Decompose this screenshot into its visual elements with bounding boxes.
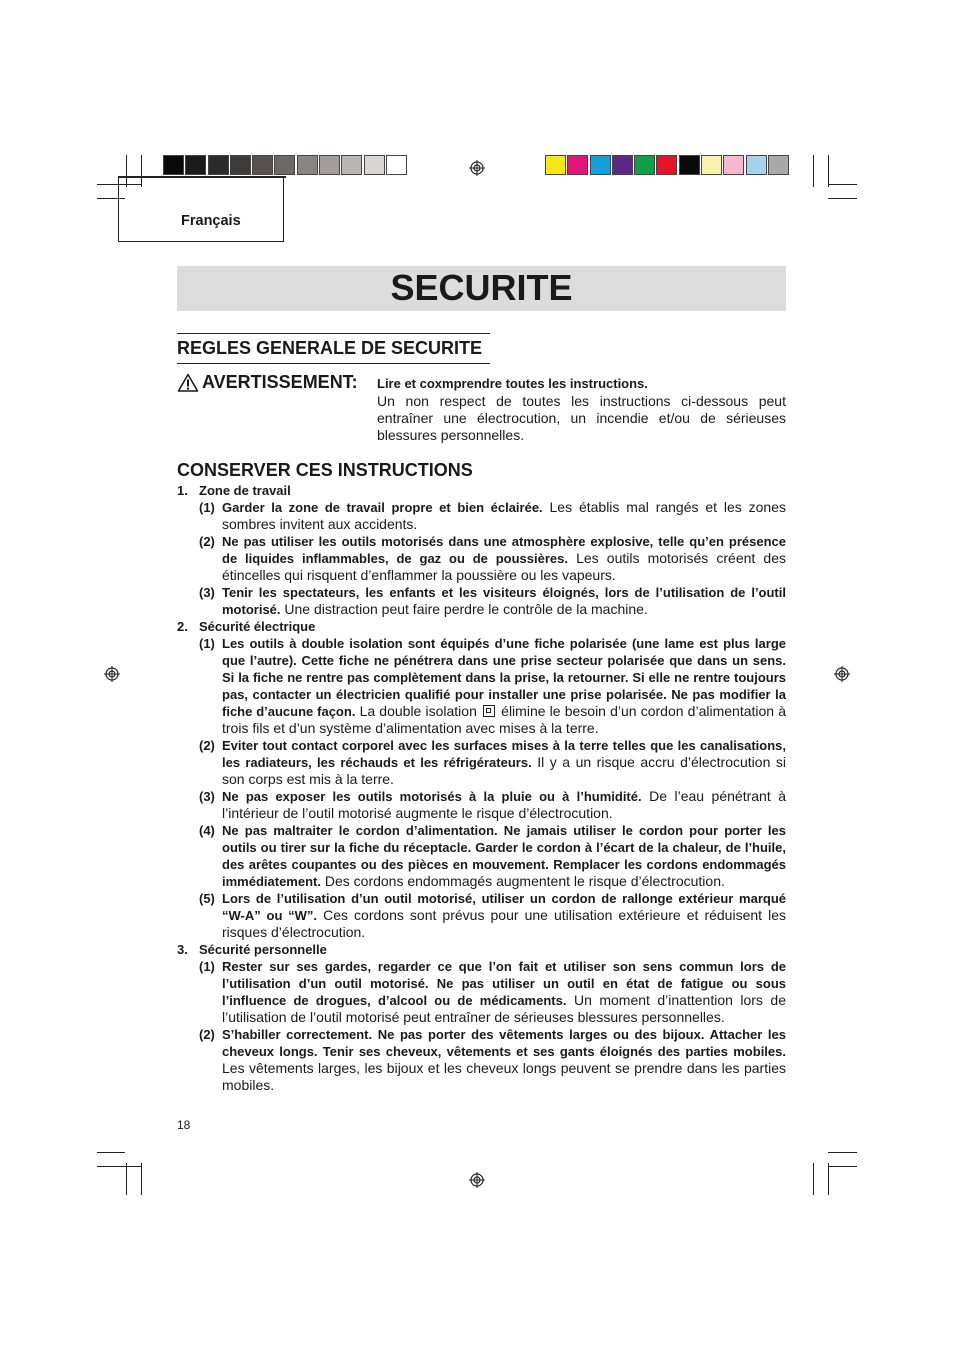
rule-item (177, 822, 786, 890)
language-tab (118, 176, 284, 242)
warning-lead: Lire et coxmprendre toutes les instructions. (377, 376, 648, 391)
rule-instruction: S’habiller correctement. Ne pas porter des vêtements larges ou des bijoux. Attacher les cheveux longs. Tenir ses cheveux, vêtements et ses gants éloignés des parties mobiles. (222, 1027, 786, 1059)
color-swatch (746, 155, 767, 175)
registration-mark-icon (469, 160, 485, 176)
rule-number: (1) (199, 959, 215, 974)
warning-label: AVERTISSEMENT: (202, 372, 358, 392)
rule-item (177, 737, 786, 788)
page-title: SECURITE (390, 267, 573, 308)
rule-explanation: Les vêtements larges, les bijoux et les cheveux longs peuvent se prendre dans les parties mobiles. (222, 1060, 786, 1093)
rule-number: (1) (199, 636, 215, 651)
color-swatch (364, 155, 385, 175)
section-heading-general-rules: REGLES GENERALE DE SECURITE (177, 338, 483, 358)
category-title: Sécurité personnelle (199, 942, 327, 957)
language-label: Français (181, 213, 241, 229)
safety-rules-list (177, 482, 786, 1094)
rule-explanation: De l’eau pénétrant à l’intérieur de l’outil motorisé augmente le risque d’électrocution. (222, 788, 786, 821)
color-swatch (567, 155, 588, 175)
rule-category (177, 482, 786, 499)
rule-explanation: Les outils motorisés créent des étincelles qui risquent d’enflammer la poussière ou les vapeurs. (222, 550, 786, 583)
color-swatch (208, 155, 229, 175)
color-swatch (612, 155, 633, 175)
rule-instruction: Rester sur ses gardes, regarder ce que l’on fait et utiliser son sens commun lors de l’utilisation d’un outil motorisé. Ne pas utiliser un outil en état de fatigue ou sous l’influence de drogues, d’alcool ou de médicaments. (222, 959, 786, 1008)
rule-item (177, 635, 786, 737)
page-number: 18 (177, 1118, 191, 1132)
category-title: Zone de travail (199, 483, 291, 498)
color-swatch (701, 155, 722, 175)
double-insulation-icon (483, 705, 495, 717)
color-swatch (545, 155, 566, 175)
rule-item (177, 499, 786, 533)
section-rule-bottom (177, 363, 490, 364)
rule-number: (4) (199, 823, 215, 838)
color-swatch (319, 155, 340, 175)
rule-item (177, 958, 786, 1026)
rule-category (177, 618, 786, 635)
rule-instruction: Eviter tout contact corporel avec les surfaces mises à la terre telles que les canalisations, les radiateurs, les réchauds et les réfrigérateurs. (222, 738, 786, 770)
color-swatch (341, 155, 362, 175)
warning-body: Un non respect de toutes les instructions ci-dessous peut entraîner une électrocution, un incendie et/ou de sérieuses blessures personnelles. (377, 393, 786, 444)
rule-number: (2) (199, 534, 215, 549)
rule-instruction: Lors de l’utilisation d’un outil motorisé, utiliser un cordon de rallonge extérieur marqué “W-A” ou “W”. (222, 891, 786, 923)
rule-instruction: Les outils à double isolation sont équipés d’une fiche polarisée (une lame est plus large que l’autre). Cette fiche ne pénétrera dans une prise secteur polarisée que dans un sens. Si la fiche ne rentre pas complètement dans la prise, la retourner. Si elle ne rentre toujours pas, contacter un électricien qualifié pour installer une prise polarisée. Ne pas modifier la fiche d’aucune façon. (222, 636, 786, 719)
rule-explanation: Ces cordons sont prévus pour une utilisation extérieure et réduisent les risques d’électrocution. (222, 907, 786, 940)
rule-item (177, 584, 786, 618)
registration-mark-icon (104, 666, 120, 682)
category-number: 1. (177, 483, 188, 498)
category-title: Sécurité électrique (199, 619, 316, 634)
category-number: 3. (177, 942, 188, 957)
rule-item (177, 533, 786, 584)
title-band (177, 266, 786, 311)
section-heading-keep-instructions: CONSERVER CES INSTRUCTIONS (177, 460, 473, 480)
registration-mark-icon (469, 1172, 485, 1188)
rule-explanation: La double isolation (355, 703, 477, 719)
category-number: 2. (177, 619, 188, 634)
rule-explanation: Des cordons endommagés augmentent le risque d’électrocution. (320, 873, 725, 889)
rule-explanation: Une distraction peut faire perdre le contrôle de la machine. (280, 601, 648, 617)
color-swatch (723, 155, 744, 175)
rule-instruction: Ne pas exposer les outils motorisés à la pluie ou à l’humidité. (222, 789, 642, 804)
rule-category (177, 941, 786, 958)
rule-number: (1) (199, 500, 215, 515)
color-swatch (163, 155, 184, 175)
color-swatch (297, 155, 318, 175)
rule-item (177, 788, 786, 822)
color-swatch (590, 155, 611, 175)
rule-number: (3) (199, 789, 215, 804)
rule-number: (5) (199, 891, 215, 906)
color-swatch (656, 155, 677, 175)
color-swatch (185, 155, 206, 175)
rule-number: (2) (199, 738, 215, 753)
rule-number: (3) (199, 585, 215, 600)
color-swatch (679, 155, 700, 175)
grayscale-calibration-bar (163, 155, 408, 175)
color-swatch (252, 155, 273, 175)
rule-explanation: Un moment d’inattention lors de l’utilisation de l’outil motorisé peut entraîner de sérieuses blessures personnelles. (222, 992, 786, 1025)
rule-instruction: Ne pas maltraiter le cordon d’alimentation. Ne jamais utiliser le cordon pour porter les outils ou tirer sur la fiche du réceptacle. Garder le cordon à l’écart de la chaleur, de l’huile, des arêtes coupantes ou des pièces en mouvement. Remplacer les cordons endommagés immédiatement. (222, 823, 786, 889)
rule-instruction: Ne pas utiliser les outils motorisés dans une atmosphère explosive, telle qu’en présence de liquides inflammables, de gaz ou de poussières. (222, 534, 786, 566)
rule-number: (2) (199, 1027, 215, 1042)
rule-instruction: Garder la zone de travail propre et bien éclairée. (222, 500, 543, 515)
warning-heading (177, 372, 358, 393)
rule-explanation: Les établis mal rangés et les zones sombres invitent aux accidents. (222, 499, 786, 532)
color-swatch (768, 155, 789, 175)
rule-explanation-continued: élimine le besoin d’un cordon d’alimentation à trois fils et d’un système d’alimentation avec mises à la terre. (222, 703, 786, 736)
color-swatch (386, 155, 407, 175)
color-swatch (230, 155, 251, 175)
rule-instruction: Tenir les spectateurs, les enfants et les visiteurs éloignés, lors de l’utilisation de l’outil motorisé. (222, 585, 786, 617)
warning-triangle-icon (177, 373, 199, 392)
rule-item (177, 890, 786, 941)
rule-item (177, 1026, 786, 1094)
color-swatch (634, 155, 655, 175)
section-rule-top (177, 333, 490, 334)
registration-mark-icon (834, 666, 850, 682)
color-calibration-bar (545, 155, 790, 175)
color-swatch (274, 155, 295, 175)
rule-explanation: Il y a un risque accru d’électrocution si son corps est mis à la terre. (222, 754, 786, 787)
